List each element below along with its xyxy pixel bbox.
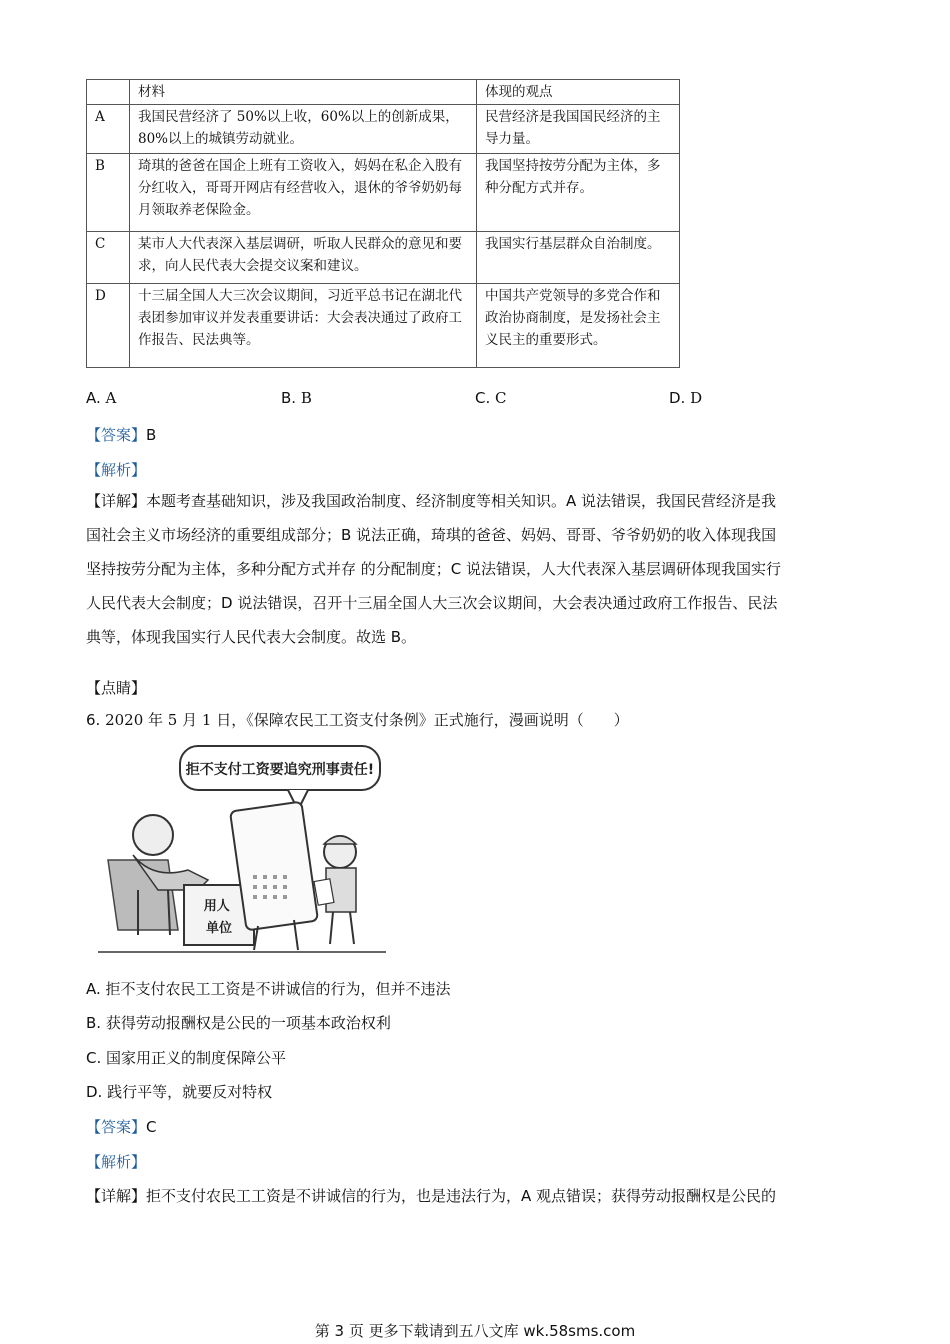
q6-option-a xyxy=(86,978,451,999)
row-key: D xyxy=(87,284,130,368)
q6-option-d xyxy=(86,1081,272,1102)
option-label: D. xyxy=(669,389,686,407)
detail-line xyxy=(86,484,868,518)
answer-tag: 【答案】 xyxy=(86,426,147,444)
option-label: A. xyxy=(86,389,101,407)
row-material: 我国民营经济了 50%以上收，60%以上的创新成果，80%以上的城镇劳动就业。 xyxy=(130,105,477,154)
question-number: 6. xyxy=(86,711,101,729)
option-text: A xyxy=(105,389,117,407)
answer-tag: 【答案】 xyxy=(86,1118,147,1136)
row-key: A xyxy=(87,105,130,154)
question-stem: 2020 年 5 月 1 日，《保障农民工工资支付条例》正式施行，漫画说明（ ） xyxy=(105,711,629,729)
option-label: A. xyxy=(86,980,101,998)
q6-option-b xyxy=(86,1012,391,1033)
row-key: B xyxy=(87,154,130,232)
q5-option-a xyxy=(86,389,116,407)
q6-option-c xyxy=(86,1047,286,1068)
option-text: D xyxy=(690,389,703,407)
table-row xyxy=(87,284,680,368)
q6-analysis-tag: 【解析】 xyxy=(86,1153,147,1171)
regulation-poster xyxy=(230,802,318,931)
q5-option-c xyxy=(475,389,507,407)
detail-line: 坚持按劳分配为主体，多种分配方式并存 的分配制度；C 说法错误，人大代表深入基层调研体现我国实行 xyxy=(86,560,782,578)
detail-tag: 【详解】 xyxy=(86,1187,147,1205)
q5-answer xyxy=(86,424,156,445)
row-view: 我国实行基层群众自治制度。 xyxy=(477,232,680,284)
row-view: 中国共产党领导的多党合作和政治协商制度，是发扬社会主义民主的重要形式。 xyxy=(477,284,680,368)
page-footer: 第 3 页 更多下载请到五八文库 wk.58sms.com xyxy=(314,1322,636,1340)
table-header-row xyxy=(87,80,680,105)
row-material: 琦琪的爸爸在国企上班有工资收入，妈妈在私企入股有分红收入，哥哥开网店有经营收入，退休的爷爷奶奶每月领取养老保险金。 xyxy=(130,154,477,232)
option-text: 拒不支付农民工工资是不讲诚信的行为，但并不违法 xyxy=(105,980,451,998)
cartoon-illustration xyxy=(98,740,386,956)
detail-line: 国社会主义市场经济的重要组成部分；B 说法正确，琦琪的爸爸、妈妈、哥哥、爷爷奶奶的收入体现我国 xyxy=(86,526,777,544)
question-table xyxy=(86,79,680,368)
option-label: B. xyxy=(281,389,297,407)
table-header-material: 材料 xyxy=(130,80,477,105)
option-text: B xyxy=(300,389,312,407)
table-row xyxy=(87,154,680,232)
detail-line: 典等，体现我国实行人民代表大会制度。故选 B。 xyxy=(86,628,417,646)
q5-option-b xyxy=(281,389,312,407)
option-label: D. xyxy=(86,1083,103,1101)
q5-dianjing-tag: 【点睛】 xyxy=(86,679,147,697)
detail-tag: 【详解】 xyxy=(86,492,147,510)
option-text: C xyxy=(495,389,507,407)
cartoon-image xyxy=(98,740,386,956)
table-row xyxy=(87,232,680,284)
row-material: 某市人大代表深入基层调研，听取人民群众的意见和要求，向人民代表大会提交议案和建议。 xyxy=(130,232,477,284)
table-row xyxy=(87,105,680,154)
table-header-view: 体现的观点 xyxy=(477,80,680,105)
desk-label: 用人 单位 xyxy=(203,899,233,936)
q6-detail xyxy=(86,1185,776,1206)
q5-detail xyxy=(86,484,868,654)
option-label: B. xyxy=(86,1014,102,1032)
row-key: C xyxy=(87,232,130,284)
q6-stem xyxy=(86,709,629,730)
row-material: 十三届全国人大三次会议期间，习近平总书记在湖北代表团参加审议并发表重要讲话：大会表决通过了政府工作报告、民法典等。 xyxy=(130,284,477,368)
detail-text: 拒不支付农民工工资是不讲诚信的行为，也是违法行为，A 观点错误；获得劳动报酬权是公民的 xyxy=(146,1187,777,1205)
table-header-key xyxy=(87,80,130,105)
row-view: 我国坚持按劳分配为主体，多种分配方式并存。 xyxy=(477,154,680,232)
option-text: 获得劳动报酬权是公民的一项基本政治权利 xyxy=(105,1014,391,1032)
bubble-text: 拒不支付工资要追究刑事责任! xyxy=(185,762,375,778)
q5-option-d xyxy=(669,389,702,407)
answer-value: C xyxy=(146,1118,157,1136)
q5-options xyxy=(86,389,866,411)
option-text: 国家用正义的制度保障公平 xyxy=(106,1049,287,1067)
detail-text: 本题考查基础知识，涉及我国政治制度、经济制度等相关知识。A 说法错误，我国民营经济是我 xyxy=(146,492,777,510)
q6-answer xyxy=(86,1116,157,1137)
row-view: 民营经济是我国国民经济的主导力量。 xyxy=(477,105,680,154)
answer-value: B xyxy=(146,426,157,444)
option-label: C. xyxy=(86,1049,102,1067)
detail-line: 人民代表大会制度；D 说法错误，召开十三届全国人大三次会议期间，大会表决通过政府工作报告、民法 xyxy=(86,594,778,612)
option-label: C. xyxy=(475,389,491,407)
option-text: 践行平等，就要反对特权 xyxy=(107,1083,273,1101)
q5-analysis-tag: 【解析】 xyxy=(86,461,147,479)
